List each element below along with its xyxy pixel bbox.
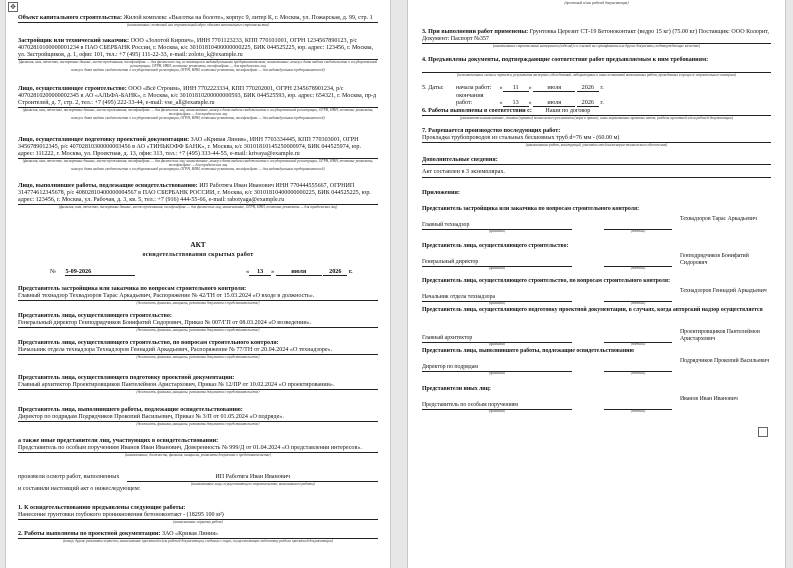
signature-caption-sign: (подпись) [630,371,646,375]
rep-executor-caption: (должность, фамилия, инициалы, реквизиты документа о представительстве) [136,421,260,426]
empty-checkbox-icon[interactable] [758,427,768,437]
document-page-1 [6,0,390,568]
item5-section [422,84,444,91]
item5-end: окончания работ: « 13 » июля 2026 г. [456,92,604,106]
developer-section [18,38,378,72]
item6-value: Наши по договор [545,108,591,114]
builder-caption-1: (фамилия, имя, отчество, паспортные данные, место проживания, телефон/факс — для физических лиц; наименование, номер и дата выдачи свидетельства о государственной регистрации, ОГРН, ИНН, почтовые реквизиты, телефон/факс — для юридических лиц [22,107,374,116]
item3-section [422,29,771,48]
date-day: 13 [249,268,271,276]
signature-position: Генеральный директор [422,259,572,267]
item5-start-day: 11 [503,84,529,92]
signature-header: Представитель лица, осуществляющего подготовку проектной документации, в случаях, когда авторский надзор осуществляется [422,307,763,313]
item7-caption: (наименование работ, конструкций, участков сетей инженерно-технического обеспечения) [525,142,668,147]
designer-caption-2: номер и дата выдачи свидетельства о государственной регистрации, ОГРН, ИНН, почтовые реквизиты, телефон/факс — для индивидуальных предпринимателей) [71,167,325,172]
rep-builder-control-value: Начальник отдела технадзора Технадзоров Геннадий Аркадьевич, Распоряжение № 77/ТН от 20.04.2024 «О технадзоре». [18,347,378,355]
rep-developer-section [18,286,378,305]
copies-text: Акт составлен в 3 экземплярах. [422,168,505,175]
item5-start-year: 2026 [577,84,599,92]
signature-caption-name: (фамилия) [489,409,505,413]
item1-caption: (наименование скрытых работ) [173,519,223,524]
signature-header: Представитель лица, осуществляющего строительство, по вопросам строительного контроля: [422,278,670,284]
designer-value: ЗАО «Кривая Линия», ИНН 7703334445, КПП 770303001, ОГРН 3456789012345, р/с 40702810300000003456 в АО «ТИНЬКОФФ БАНК», г. Москва, к/с 30101810145250000974, БИК 044525974, юр. адрес: 111222, г. Москва, ул. Проектная, д. 13, офис 313, тел.: +7 (495) 333-44-55, e-mail: krivaya@example.ru [18,137,361,157]
inspected-caption: (наименование лица, осуществляющего строительство, выполнившего работы) [191,481,315,486]
attachments-label: Приложения: [422,189,460,196]
item1-label: 1. К освидетельствованию предъявлены следующие работы: [18,505,186,511]
rep-executor-section [18,407,378,426]
date-month: июля [276,268,322,276]
signature-caption-sign: (подпись) [630,229,646,233]
act-subtitle: освидетельствования скрытых работ [142,252,254,258]
item6-caption: (указываются наименование, статьи (пункты) технического регламента (норм и правил), иных нормативных правовых актов, разделы проектной и/или рабочей документации) [459,115,734,120]
rep-builder-section [18,313,378,332]
signature-caption-sign: (подпись) [630,301,646,305]
rep-developer-caption: (должность, фамилия, инициалы, реквизиты документа о представительстве) [136,300,260,305]
developer-label: Застройщик или технический заказчик: [18,38,130,44]
others-section [18,438,378,457]
date-year: 2026 [323,268,347,276]
rep-builder-label: Представитель лица, осуществляющего строительство: [18,313,172,319]
inspected-value: ИП Работяга Иван Иванович [127,474,378,482]
signature-position: Директор по подрядам [422,364,572,372]
others-label: а также иные представители лиц, участвующих в освидетельствовании: [18,438,219,444]
rep-builder-control-label: Представитель лица, осуществляющего строительство, по вопросам строительного контроля: [18,340,279,346]
item4-line [422,66,771,73]
builder-label: Лицо, осуществляющее строительство: [18,86,127,92]
builder-caption-2: номер и дата выдачи свидетельства о государственной регистрации, ОГРН, ИНН, почтовые реквизиты, телефон/факс — для индивидуальных предпринимателей) [71,116,325,121]
object-section [18,15,378,27]
item2-value: ЗАО «Кривая Линия» [161,531,219,537]
signature-position: Главный архитектор [422,335,572,343]
act-date: « 13 » июля 2026 г. [246,268,353,275]
signature-header: Представитель застройщика или заказчика по вопросам строительного контроля: [422,206,640,212]
item5-end-suffix: г. [600,99,604,106]
number-label: № [50,268,56,275]
item2-label: 2. Работы выполнены по проектной документации: [18,531,161,537]
developer-value: ООО «Золотой Кирпич», ИНН 7701123233, КПП 770101001, ОГРН 1234567890123, р/с 40702810100000001234 в ПАО СБЕРБАНК России, г. Москва, к/с 30101810400000000225, БИК 044525225, юр. адрес: 123456, г. Москва, ул. Застройщиков, д. 1, офис 101, тел.: +7 (495) 111-22-33, e-mail: zoloto_k@example.ru [18,38,374,58]
rep-builder-caption: (должность, фамилия, инициалы, реквизиты документа о представительстве) [136,327,260,332]
item7-label: 7. Разрешается производство последующих работ: [422,128,561,134]
extra-section [422,157,771,165]
developer-caption-1: (фамилия, имя, отчество, паспортные данные, место проживания, телефон/факс — для физических лиц, не являющихся индивидуальными предпринимателями; наименование, номер и дата выдачи свидетельства о государственной регистрации, ОГРН, ИНН, почтовые реквизиты, телефон/факс — для юридических лиц [18,59,378,68]
item5-label: 5. Даты: [422,84,444,91]
extra-label: Дополнительные сведения: [422,157,498,163]
item7-section [422,128,771,147]
signature-caption-sign: (подпись) [630,266,646,270]
act-title: АКТ [190,241,206,249]
object-value: Жилой комплекс «Высотка на болоте», корпус 9, литер К, г. Москва, ул. Пожарская, д. 99, стр. 1 [123,15,373,21]
signature-name: Технадзоров Геннадий Аркадьевич [680,288,767,294]
act-number [50,268,135,276]
rep-developer-label: Представитель застройщика или заказчика по вопросам строительного контроля: [18,286,247,292]
item1-section [18,505,378,524]
top-caption: (проектной и/или рабочей документации) [564,1,629,5]
signature-name: Проектировщиков Пантелеймон Аристархович [680,329,760,342]
rep-builder-control-caption: (должность, фамилия, инициалы, реквизиты документа о представительстве) [136,354,260,359]
rep-designer-section [18,375,378,394]
signature-name: Техвадзоров Тарас Аркадьевич [680,216,757,222]
executor-section [18,183,378,209]
executor-label: Лицо, выполнившее работы, подлежащие освидетельствованию: [18,183,198,189]
rep-designer-value: Главный архитектор Проектировщиков Пантелеймон Аристархович, Приказ № 12/ПР от 10.02.2024 «О проектировании». [18,382,378,390]
signature-caption-sign: (подпись) [630,409,646,413]
signature-header: Представители иных лиц: [422,386,491,392]
top-caption-section [422,1,771,5]
item7-value: Прокладка трубопроводов из стальных бесшовных труб d=76 мм - (60.00 м) [422,135,771,143]
item5-start: начала работ: « 11 » июля 2026 г. [456,84,604,91]
signature-position: Главный технадзор [422,222,572,230]
signature-caption-sign: (подпись) [630,342,646,346]
builder-value: ООО «Всё Строим», ИНН 7702223334, КПП 770202001, ОГРН 2345678901234, р/с 40702810200000002345 в АО «АЛЬФА-БАНК», г. Москва, к/с 30101810200000000593, БИК 044525593, юр. адрес: 654321, г. Москва, пр-д Строителей, д. 7, стр. 2, тел.: +7 (495) 222-33-44, e-mail: vse_all@example.ru [18,86,377,106]
designer-caption-1: (фамилия, имя, отчество, паспортные данные, место проживания, телефон/факс — для физических лиц; наименование, номер и дата выдачи свидетельства о государственной регистрации, ОГРН, ИНН, почтовые реквизиты, телефон/факс — для юридических лиц [22,158,374,167]
signature-caption-name: (фамилия) [489,229,505,233]
others-caption: (наименование, должность, фамилия, инициалы, реквизиты документа о представительстве) [124,452,272,457]
executor-caption: (фамилия, имя, отчество, паспортные данные, место проживания, телефон/факс — для физических лиц; наименование, ОГРН, ИНН, почтовые реквизиты — для юридических лиц) [58,204,338,209]
inspected-prefix: произвели осмотр работ, выполненных [18,474,120,480]
item6-section [422,108,771,120]
builder-section [18,86,378,120]
item3-label: 3. При выполнении работ применены: [422,29,529,35]
signature-name: Иванов Иван Иванович [680,396,738,402]
signature-header: Представитель лица, осуществляющего строительство: [422,243,569,249]
item5-start-month: июля [533,84,575,92]
designer-label: Лицо, осуществляющее подготовку проектной документации: [18,137,190,143]
extra-line [422,177,771,178]
item3-caption: (наименование строительных материалов (изделий) со ссылкой на сертификаты или другие документы, подтверждающие качество) [492,43,701,48]
signature-caption-name: (фамилия) [489,301,505,305]
item4-caption: (исполнительные схемы и чертежи, результаты экспертиз, обследований, лабораторных и иных испытаний выполненных работ, проведенных в процессе строительного контроля) [456,72,736,77]
document-page-2 [408,0,785,568]
item4-section [422,57,771,77]
rep-designer-label: Представитель лица, осуществляющего подготовку проектной документации: [18,375,235,381]
item3-value: Грунтовка Церезит СТ-19 Бетоноконтакт (ведро 15 кг) (75.00 кг) Поставщик: ООО Колорит, Документ: Паспорт №357 [422,29,769,42]
inspected-suffix: и составили настоящий акт о нижеследующем: [18,486,141,493]
item2-caption: (номер, другие реквизиты чертежа, наименование проектной и/или рабочей документации, сведения о лицах, осуществляющих подготовку раздела проектной документации) [63,538,333,543]
rep-executor-value: Директор по подрядам Подрядчиков Прокопий Васильевич, Приказ № 3/П от 01.05.2024 «О подряде». [18,414,378,422]
signature-caption-name: (фамилия) [489,342,505,346]
item5-end-day: 13 [503,99,529,107]
rep-executor-label: Представитель лица, выполнившего работы, подлежащие освидетельствованию: [18,407,243,413]
object-caption: (наименование, почтовый или строительный адрес объекта капитального строительства) [127,22,269,27]
developer-caption-2: номер и дата выдачи свидетельства о государственной регистрации, ОГРН, ИНН, почтовые реквизиты, телефон/факс — для индивидуальных предпринимателей) [71,68,325,73]
signature-caption-name: (фамилия) [489,266,505,270]
signature-name: Генподрядчиков Бонифатий Сидорович [680,253,749,266]
item5-end-month: июля [533,99,575,107]
item5-start-suffix: г. [600,84,604,91]
item5-end-label: окончания работ: [456,92,484,106]
designer-section [18,137,378,171]
inspected-section [18,474,378,493]
item5-start-label: начала работ: [456,84,492,91]
signature-name: Подрядчиков Прокопий Васильевич [680,358,770,364]
item6-label: 6. Работы выполнены в соответствии с: [422,108,532,114]
signature-caption-name: (фамилия) [489,371,505,375]
object-label: Объект капитального строительства: [18,15,123,21]
item5-end-year: 2026 [577,99,599,107]
rep-builder-control-section [18,340,378,359]
others-value: Представитель по особым поручениям Иванов Иван Иванович, Доверенность № 999/Д от 01.04.2024 «О представлении интересов». [18,445,378,453]
item4-label: 4. Предъявлены документы, подтверждающие соответствие работ предъявляемым к ним требованиям: [422,57,709,63]
rep-designer-caption: (должность, фамилия, инициалы, реквизиты документа о представительстве) [136,389,260,394]
signature-position: Начальник отдела технадзора [422,294,572,302]
item1-value: Нанесение грунтовки глубокого проникновения бетоноконтакт - (18295 100 м²) [18,512,378,520]
rep-developer-value: Главный технадзор Техвадзоров Тарас Аркадьевич, Распоряжение № 42/ТН от 15.03.2024 «О входе в должность». [18,293,378,301]
rep-builder-value: Генеральный директор Генподрядчиков Бонифатий Сидорович, Приказ № 007/ГП от 08.03.2024 «О возведении». [18,320,378,328]
number-value: 5-09-2026 [65,268,135,276]
signature-header: Представитель лица, выполнившего работы, подлежащие освидетельствованию [422,348,634,354]
item2-section [18,531,378,543]
signature-position: Представитель по особым поручениям [422,402,572,410]
move-cross-icon[interactable]: ✥ [8,2,18,12]
executor-value: ИП Работяга Иван Иванович ИНН 770444555667, ОГРНИП 314774612345678, р/с 40802810400000004567 в ПАО СБЕРБАНК РОССИИ, г. Москва, к/с 30101810400000000225, БИК 044525225, юр. адрес: 123456, г. Москва, ул. Рабочая, д. 3, кв. 5, тел.: +7 (916) 444-55-66, e-mail: rabotyaga@example.ru [18,183,371,203]
date-suffix: г. [348,268,353,275]
